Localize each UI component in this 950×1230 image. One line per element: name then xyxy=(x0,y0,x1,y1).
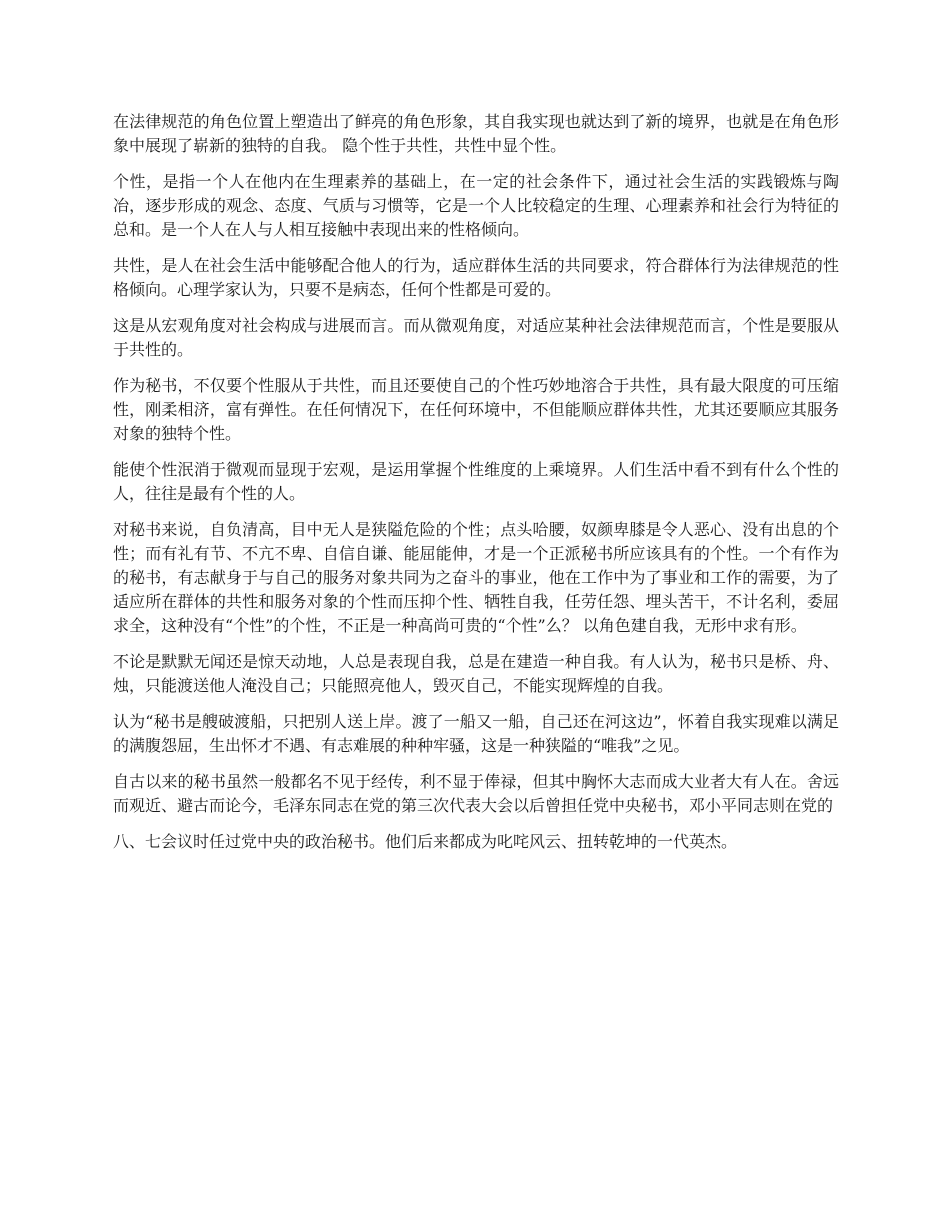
paragraph: 不论是默默无闻还是惊天动地，人总是表现自我，总是在建造一种自我。有人认为，秘书只是桥、舟、烛，只能渡送他人淹没自己；只能照亮他人，毁灭自己，不能实现辉煌的自我。 xyxy=(113,652,839,695)
paragraph: 作为秘书，不仅要个性服从于共性，而且还要使自己的个性巧妙地溶合于共性，具有最大限度的可压缩性，刚柔相济，富有弹性。在任何情况下，在任何环境中，不但能顺应群体共性，尤其还要顺应其服务对象的独特个性。 xyxy=(113,376,839,443)
paragraph: 在法律规范的角色位置上塑造出了鲜亮的角色形象，其自我实现也就达到了新的境界，也就是在角色形象中展现了崭新的独特的自我。 隐个性于共性，共性中显个性。 xyxy=(113,112,839,155)
document-body xyxy=(113,110,839,866)
paragraph: 这是从宏观角度对社会构成与进展而言。而从微观角度，对适应某种社会法律规范而言，个性是要服从于共性的。 xyxy=(113,316,839,359)
paragraph: 认为“秘书是艘破渡船，只把别人送上岸。渡了一船又一船，自己还在河这边”，怀着自我实现难以满足的满腹怨屈，生出怀才不遇、有志难展的种种牢骚，这是一种狭隘的“唯我”之见。 xyxy=(113,712,839,755)
paragraph: 共性，是人在社会生活中能够配合他人的行为，适应群体生活的共同要求，符合群体行为法律规范的性格倾向。心理学家认为，只要不是病态，任何个性都是可爱的。 xyxy=(113,256,839,299)
paragraph: 自古以来的秘书虽然一般都名不见于经传，利不显于俸禄，但其中胸怀大志而成大业者大有人在。舍远而观近、避古而论今，毛泽东同志在党的第三次代表大会以后曾担任党中央秘书，邓小平同志则在党的 xyxy=(113,772,839,815)
paragraph: 个性，是指一个人在他内在生理素养的基础上，在一定的社会条件下，通过社会生活的实践锻炼与陶冶，逐步形成的观念、态度、气质与习惯等，它是一个人比较稳定的生理、心理素养和社会行为特征的总和。是一个人在人与人相互接触中表现出来的性格倾向。 xyxy=(113,172,839,239)
paragraph: 能使个性泯消于微观而显现于宏观，是运用掌握个性维度的上乘境界。人们生活中看不到有什么个性的人，往往是最有个性的人。 xyxy=(113,460,839,503)
paragraph: 八、七会议时任过党中央的政治秘书。他们后来都成为叱咤风云、扭转乾坤的一代英杰。 xyxy=(113,832,738,851)
paragraph: 对秘书来说，自负清高，目中无人是狭隘危险的个性；点头哈腰，奴颜卑膝是令人恶心、没有出息的个性；而有礼有节、不亢不卑、自信自谦、能屈能伸，才是一个正派秘书所应该具有的个性。一个有作为的秘书，有志献身于与自己的服务对象共同为之奋斗的事业，他在工作中为了事业和工作的需要，为了适应所在群体的共性和服务对象的个性而压抑个性、牺牲自我，任劳任怨、埋头苦干，不计名利，委屈求全，这种没有“个性”的个性，不正是一种高尚可贵的“个性”么？ 以角色建自我，无形中求有形。 xyxy=(113,520,839,635)
